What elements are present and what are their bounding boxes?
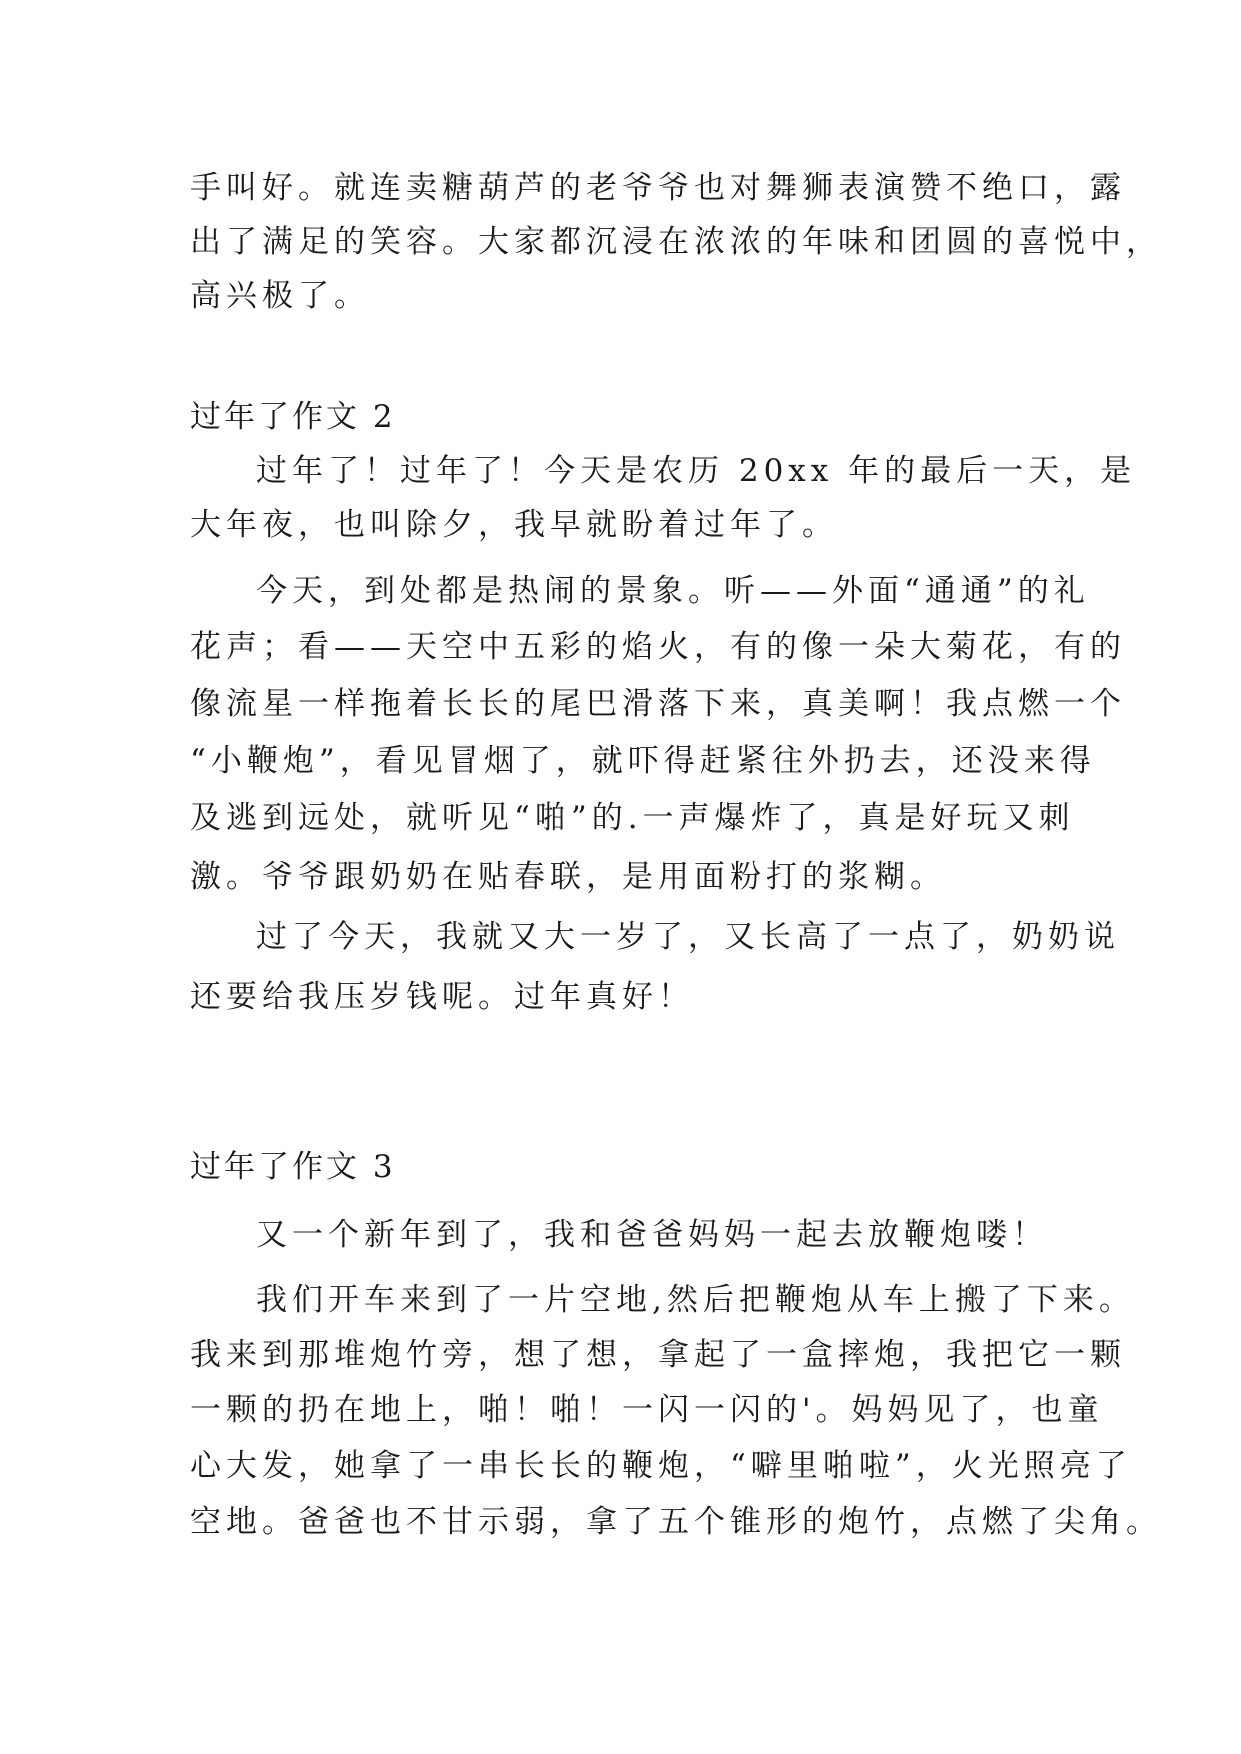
body-text-line: 及逃到远处，就听见“啪”的.一声爆炸了，真是好玩又刺 [190,800,1075,836]
body-text-line: 过了今天，我就又大一岁了，又长高了一点了，奶奶说 [256,919,1120,955]
body-text-line: “小鞭炮”，看见冒烟了，就吓得赶紧往外扔去，还没来得 [190,743,1096,779]
section-heading: 过年了作文 3 [190,1149,396,1185]
body-text-line: 又一个新年到了，我和爸爸妈妈一起去放鞭炮喽！ [256,1217,1048,1253]
body-text-line: 出了满足的笑容。大家都沉浸在浓浓的年味和团圆的喜悦中， [190,224,1162,260]
body-text-line: 我们开车来到了一片空地,然后把鞭炮从车上搬了下来。 [256,1282,1135,1318]
body-text-line: 手叫好。就连卖糖葫芦的老爷爷也对舞狮表演赞不绝口，露 [190,170,1126,206]
body-text-line: 一颗的扔在地上，啪！啪！一闪一闪的'。妈妈见了，也童 [190,1392,1104,1428]
body-text-line: 高兴极了。 [190,278,370,314]
section-heading: 过年了作文 2 [190,399,396,435]
body-text-line: 花声；看——天空中五彩的焰火，有的像一朵大菊花，有的 [190,629,1126,665]
body-text-line: 像流星一样拖着长长的尾巴滑落下来，真美啊！我点燃一个 [190,686,1126,722]
body-text-line: 过年了！过年了！今天是农历 20xx 年的最后一天，是 [256,453,1137,489]
body-text-line: 大年夜，也叫除夕，我早就盼着过年了。 [190,507,838,543]
body-text-line: 激。爷爷跟奶奶在贴春联，是用面粉打的浆糊。 [190,859,946,895]
body-text-line: 心大发，她拿了一串长长的鞭炮，“噼里啪啦”，火光照亮了 [190,1448,1132,1484]
body-text-line: 空地。爸爸也不甘示弱，拿了五个锥形的炮竹，点燃了尖角。 [190,1504,1162,1540]
body-text-line: 今天，到处都是热闹的景象。听——外面“通通”的礼 [256,573,1090,609]
body-text-line: 还要给我压岁钱呢。过年真好！ [190,979,694,1015]
body-text-line: 我来到那堆炮竹旁，想了想，拿起了一盒摔炮，我把它一颗 [190,1337,1126,1373]
